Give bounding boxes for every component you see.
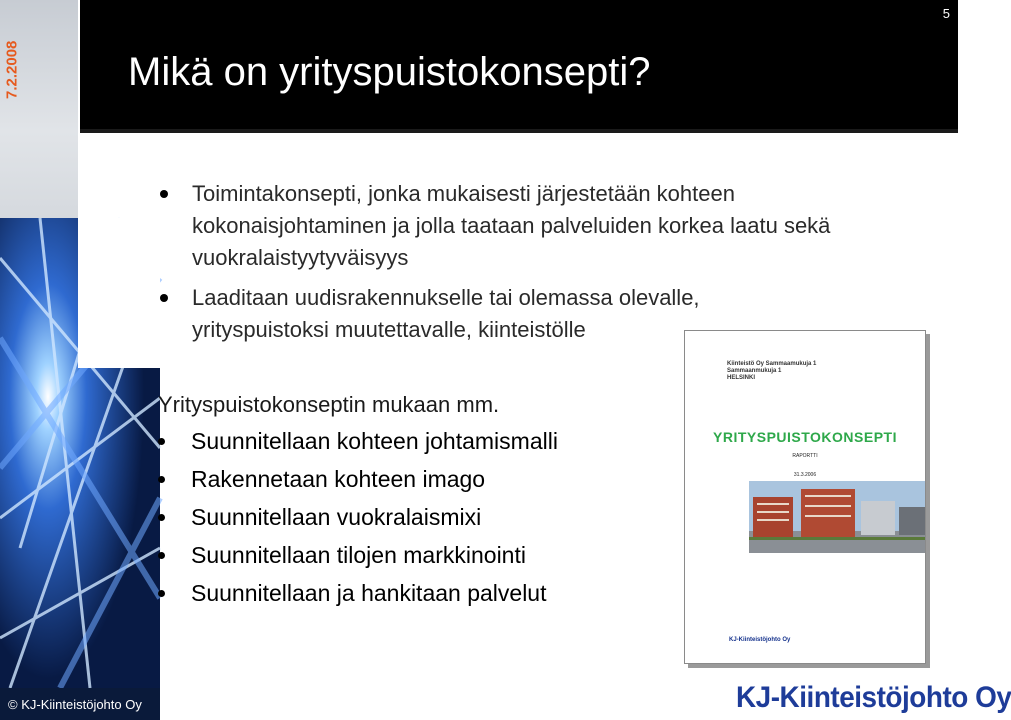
- bullet-item: [160, 282, 712, 346]
- report-cover-image: [684, 330, 926, 664]
- report-title: YRITYSPUISTOKONSEPTI: [713, 429, 897, 445]
- subheading: Yrityspuistokonseptin mukaan mm.: [158, 392, 500, 417]
- list-item: [158, 504, 481, 531]
- bullet-dot-icon: [158, 514, 165, 521]
- brand-logo: KJ-Kiinteistöjohto Oy: [736, 681, 1011, 714]
- list-item: [158, 542, 526, 569]
- report-address: Kiinteistö Oy Sammaamukuja 1 Sammaanmukuja 1 HELSINKI: [727, 361, 817, 381]
- list-item-text: Rakennetaan kohteen imago: [191, 466, 486, 492]
- slide-title: Mikä on yrityspuistokonsepti?: [128, 50, 651, 94]
- bullet-text: Toimintakonsepti, jonka mukaisesti järjestetään kohteen kokonaisjohtaminen ja jolla taataan palveluiden korkea laatu sekä vuokralaistyytyväisyys: [192, 181, 831, 270]
- list-item-text: Suunnitellaan tilojen markkinointi: [191, 542, 526, 568]
- slide-date: 7.2.2008: [3, 40, 21, 100]
- list-item-text: Suunnitellaan vuokralaismixi: [191, 504, 482, 530]
- list-item-text: Suunnitellaan ja hankitaan palvelut: [191, 580, 547, 606]
- bullet-dot-icon: [158, 438, 165, 445]
- report-logo: KJ-Kiinteistöjohto Oy: [729, 637, 791, 643]
- page-number: 5: [942, 6, 950, 21]
- title-bar: [80, 0, 958, 133]
- bullet-dot-icon: [160, 190, 168, 198]
- bullet-dot-icon: [160, 294, 168, 302]
- list-item: [158, 466, 485, 493]
- list-item: [158, 580, 547, 607]
- title-divider: [80, 129, 958, 133]
- list-item-text: Suunnitellaan kohteen johtamismalli: [191, 428, 558, 454]
- bullet-item: [160, 178, 892, 274]
- building-photo: [749, 481, 925, 553]
- bullet-dot-icon: [158, 476, 165, 483]
- report-subtitle: RAPORTTI: [792, 453, 818, 459]
- content-mask: [78, 218, 160, 368]
- report-date: 31.3.2006: [793, 472, 817, 478]
- bullet-text: Laaditaan uudisrakennukselle tai olemassa olevalle, yrityspuistoksi muutettavalle, kiinteistölle: [192, 285, 700, 342]
- bullet-dot-icon: [158, 590, 165, 597]
- copyright-text: © KJ-Kiinteistöjohto Oy: [8, 697, 142, 712]
- list-item: [158, 428, 558, 455]
- bullet-dot-icon: [158, 552, 165, 559]
